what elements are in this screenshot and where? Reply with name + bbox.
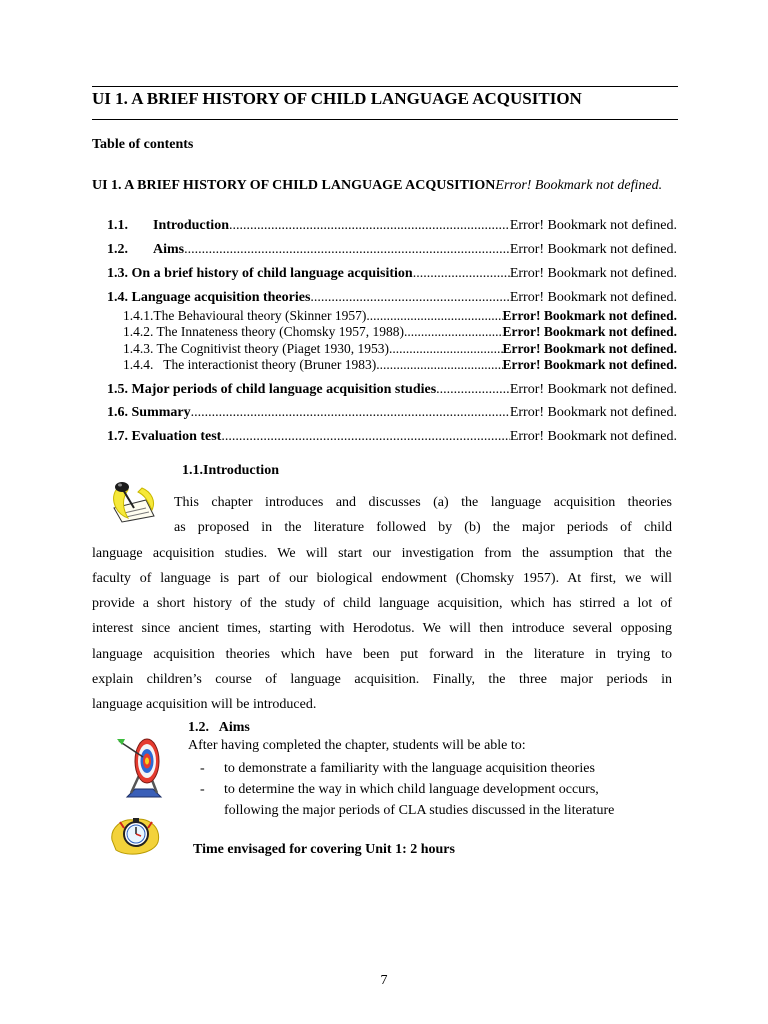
toc-entry-ref: Error! Bookmark not defined. (502, 357, 677, 372)
intro-line: This chapter introduces and discusses (a) the language acquisition theories (174, 495, 672, 510)
toc-entry-theories[interactable] (107, 290, 677, 306)
page-number: 7 (380, 973, 388, 988)
toc-entry-label: 1.4. Language acquisition theories (107, 290, 311, 305)
toc-leader-dots (191, 405, 510, 421)
toc-heading: Table of contents (92, 137, 194, 152)
toc-main-label: UI 1. A BRIEF HISTORY OF CHILD LANGUAGE ACQUSITION (92, 178, 496, 193)
intro-heading: 1.1.Introduction (182, 463, 279, 478)
toc-entry-aims[interactable] (107, 242, 677, 258)
toc-entry-brief-history[interactable] (107, 266, 677, 282)
intro-paragraph (92, 490, 672, 718)
intro-line: as proposed in the literature followed by (b) the major periods of child (174, 520, 672, 536)
aims-item-dash: - (200, 761, 205, 776)
intro-line: explain children’s course of language acquisition. Finally, the three major periods in (92, 672, 672, 688)
toc-entry-label: 1.6. Summary (107, 405, 191, 420)
toc-entry-ref: Error! Bookmark not defined. (509, 382, 677, 397)
toc-entry-label: 1.3. On a brief history of child language acquisition (107, 266, 413, 281)
time-envisaged: Time envisaged for covering Unit 1: 2 hours (193, 842, 455, 857)
top-rule (92, 86, 678, 87)
aims-item (200, 758, 595, 779)
toc-main-ref: Error! Bookmark not defined. (495, 178, 663, 193)
aims-item (200, 779, 614, 821)
toc-entry-ref: Error! Bookmark not defined. (509, 290, 677, 305)
toc-entry-label: 1.4.1.The Behavioural theory (Skinner 1957) (123, 308, 367, 323)
toc-entry-interactionist[interactable] (123, 357, 677, 373)
toc-main-entry[interactable] (92, 177, 678, 194)
toc-entry-label: Aims (153, 242, 185, 257)
toc-entry-ref: Error! Bookmark not defined. (502, 341, 677, 356)
stopwatch-icon (108, 812, 162, 858)
toc-entry-number: 1.1. (107, 218, 128, 233)
intro-line: language acquisition theories which have been put forward in the literature in trying to (92, 646, 672, 662)
toc-entry-cognitivist[interactable] (123, 341, 677, 357)
toc-entry-ref: Error! Bookmark not defined. (502, 324, 677, 339)
intro-line: interest since ancient times, starting with Herodotus. We will then introduce several opposing (92, 621, 672, 637)
toc-entry-ref: Error! Bookmark not defined. (509, 266, 677, 281)
toc-leader-dots (436, 382, 510, 398)
toc-entry-behavioural[interactable] (123, 308, 677, 324)
toc-entry-number: 1.2. (107, 242, 128, 257)
toc-entry-innateness[interactable] (123, 324, 677, 340)
toc-leader-dots (310, 290, 509, 306)
title-bottom-rule (92, 119, 678, 120)
toc-leader-dots (389, 341, 503, 357)
aims-item-text: to determine the way in which child language development occurs, (224, 782, 599, 797)
toc-leader-dots (184, 242, 510, 258)
toc-leader-dots (229, 218, 510, 234)
toc-entry-label: Introduction (153, 218, 229, 233)
toc-entry-introduction[interactable] (107, 218, 677, 234)
toc-entry-label: 1.7. Evaluation test (107, 429, 222, 444)
toc-entry-ref: Error! Bookmark not defined. (509, 405, 677, 420)
intro-line: provide a short history of the study of child language acquisition, which has stirred a lot of (92, 596, 672, 612)
intro-line: language acquisition will be introduced. (92, 697, 317, 713)
page-title: UI 1. A BRIEF HISTORY OF CHILD LANGUAGE ACQUSITION (92, 89, 582, 108)
toc-entry-ref: Error! Bookmark not defined. (509, 218, 677, 233)
toc-entry-label: 1.5. Major periods of child language acquisition studies (107, 382, 437, 397)
toc-entry-summary[interactable] (107, 405, 677, 421)
toc-leader-dots (404, 324, 503, 340)
toc-entry-major-periods[interactable] (107, 382, 677, 398)
toc-leader-dots (413, 266, 510, 282)
toc-entry-evaluation[interactable] (107, 429, 677, 445)
toc-entry-ref: Error! Bookmark not defined. (502, 308, 677, 323)
archery-target-icon (113, 733, 175, 801)
toc-entry-label: 1.4.3. The Cognitivist theory (Piaget 1930, 1953) (123, 341, 389, 356)
toc-entry-ref: Error! Bookmark not defined. (509, 429, 677, 444)
toc-leader-dots (376, 357, 502, 373)
toc-leader-dots (221, 429, 509, 445)
toc-leader-dots (366, 308, 502, 324)
toc-entry-label: 1.4.2. The Innateness theory (Chomsky 1957, 1988) (123, 324, 404, 339)
aims-item-dash: - (200, 782, 205, 797)
aims-item-text: to demonstrate a familiarity with the language acquisition theories (224, 761, 595, 776)
aims-lead: After having completed the chapter, students will be able to: (188, 738, 526, 753)
aims-item-continuation: following the major periods of CLA studies discussed in the literature (224, 803, 615, 818)
intro-line: language acquisition studies. We will start our investigation from the assumption that the (92, 545, 672, 561)
toc-entry-label: 1.4.4. The interactionist theory (Bruner 1983) (123, 357, 377, 372)
toc-entry-ref: Error! Bookmark not defined. (509, 242, 677, 257)
aims-heading: 1.2. Aims (188, 720, 250, 735)
intro-line: faculty of language is part of our biological endowment (Chomsky 1957). At first, we will (92, 570, 672, 586)
